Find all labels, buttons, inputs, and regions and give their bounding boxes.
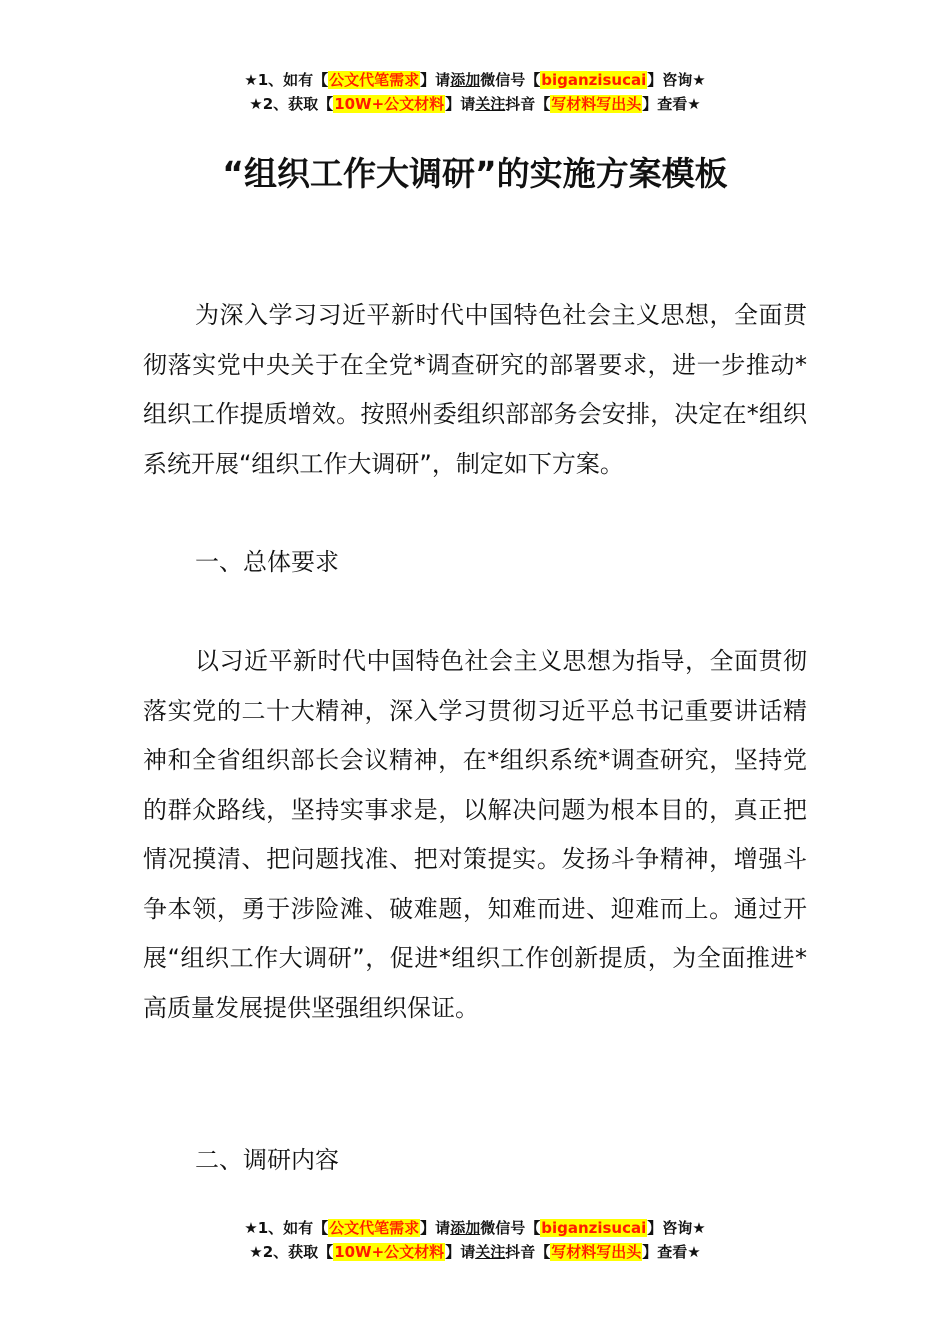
promo-highlight: biganzisucai [541,1219,647,1237]
promo-text: 】请 [420,1219,451,1237]
promo-text: ★1、如有【 [244,71,329,89]
promo-underline: 添加 [450,71,481,89]
promo-text: 】查看★ [642,95,701,113]
promo-text: 抖音【 [505,1243,551,1261]
section-paragraph-overall-requirements: 以习近平新时代中国特色社会主义思想为指导，全面贯彻落实党的二十大精神，深入学习贯彻习近平总书记重要讲话精神和全省组织部长会议精神，在*组织系统*调查研究，坚持党的群众路线，坚持实事求是，以解决问题为根本目的，真正把情况摸清、把问题找准、把对策提实。发扬斗争精神，增强斗争本领，勇于涉险滩、破难题，知难而进、迎难而上。通过开展“组织工作大调研”，促进*组织工作创新提质，为全面推进*高质量发展提供坚强组织保证。 [143,647,807,1022]
promo-line-2 [0,1240,950,1264]
promo-line-1 [0,1216,950,1240]
promo-highlight: biganzisucai [541,71,647,89]
document-title: “组织工作大调研”的实施方案模板 [222,154,728,193]
promo-text: ★1、如有【 [244,1219,329,1237]
promo-text: 】查看★ [642,1243,701,1261]
promo-text: 微信号【 [480,1219,541,1237]
promo-highlight: 写材料写出头 [551,1243,642,1261]
promo-text: 微信号【 [480,71,541,89]
promo-highlight: 公文代笔需求 [329,71,420,89]
promo-line-1 [0,68,950,92]
promo-highlight: 10W+公文材料 [334,95,445,113]
footer-promo-banner [0,1216,950,1264]
promo-highlight: 10W+公文材料 [334,1243,445,1261]
promo-text: 】咨询★ [647,1219,706,1237]
intro-paragraph: 为深入学习习近平新时代中国特色社会主义思想，全面贯彻落实党中央关于在全党*调查研究的部署要求，进一步推动*组织工作提质增效。按照州委组织部部务会安排，决定在*组织系统开展“组织工作大调研”，制定如下方案。 [143,301,807,478]
promo-highlight: 写材料写出头 [551,95,642,113]
promo-text: 】请 [445,1243,476,1261]
section-heading-research-content: 二、调研内容 [195,1146,339,1174]
promo-text: ★2、获取【 [249,1243,334,1261]
promo-text: 】咨询★ [647,71,706,89]
promo-text: 抖音【 [505,95,551,113]
promo-highlight: 公文代笔需求 [329,1219,420,1237]
promo-line-2 [0,92,950,116]
promo-underline: 关注 [475,95,506,113]
promo-text: ★2、获取【 [249,95,334,113]
header-promo-banner [0,68,950,116]
promo-underline: 添加 [450,1219,481,1237]
promo-underline: 关注 [475,1243,506,1261]
section-heading-overall-requirements: 一、总体要求 [195,548,339,576]
promo-text: 】请 [420,71,451,89]
promo-text: 】请 [445,95,476,113]
